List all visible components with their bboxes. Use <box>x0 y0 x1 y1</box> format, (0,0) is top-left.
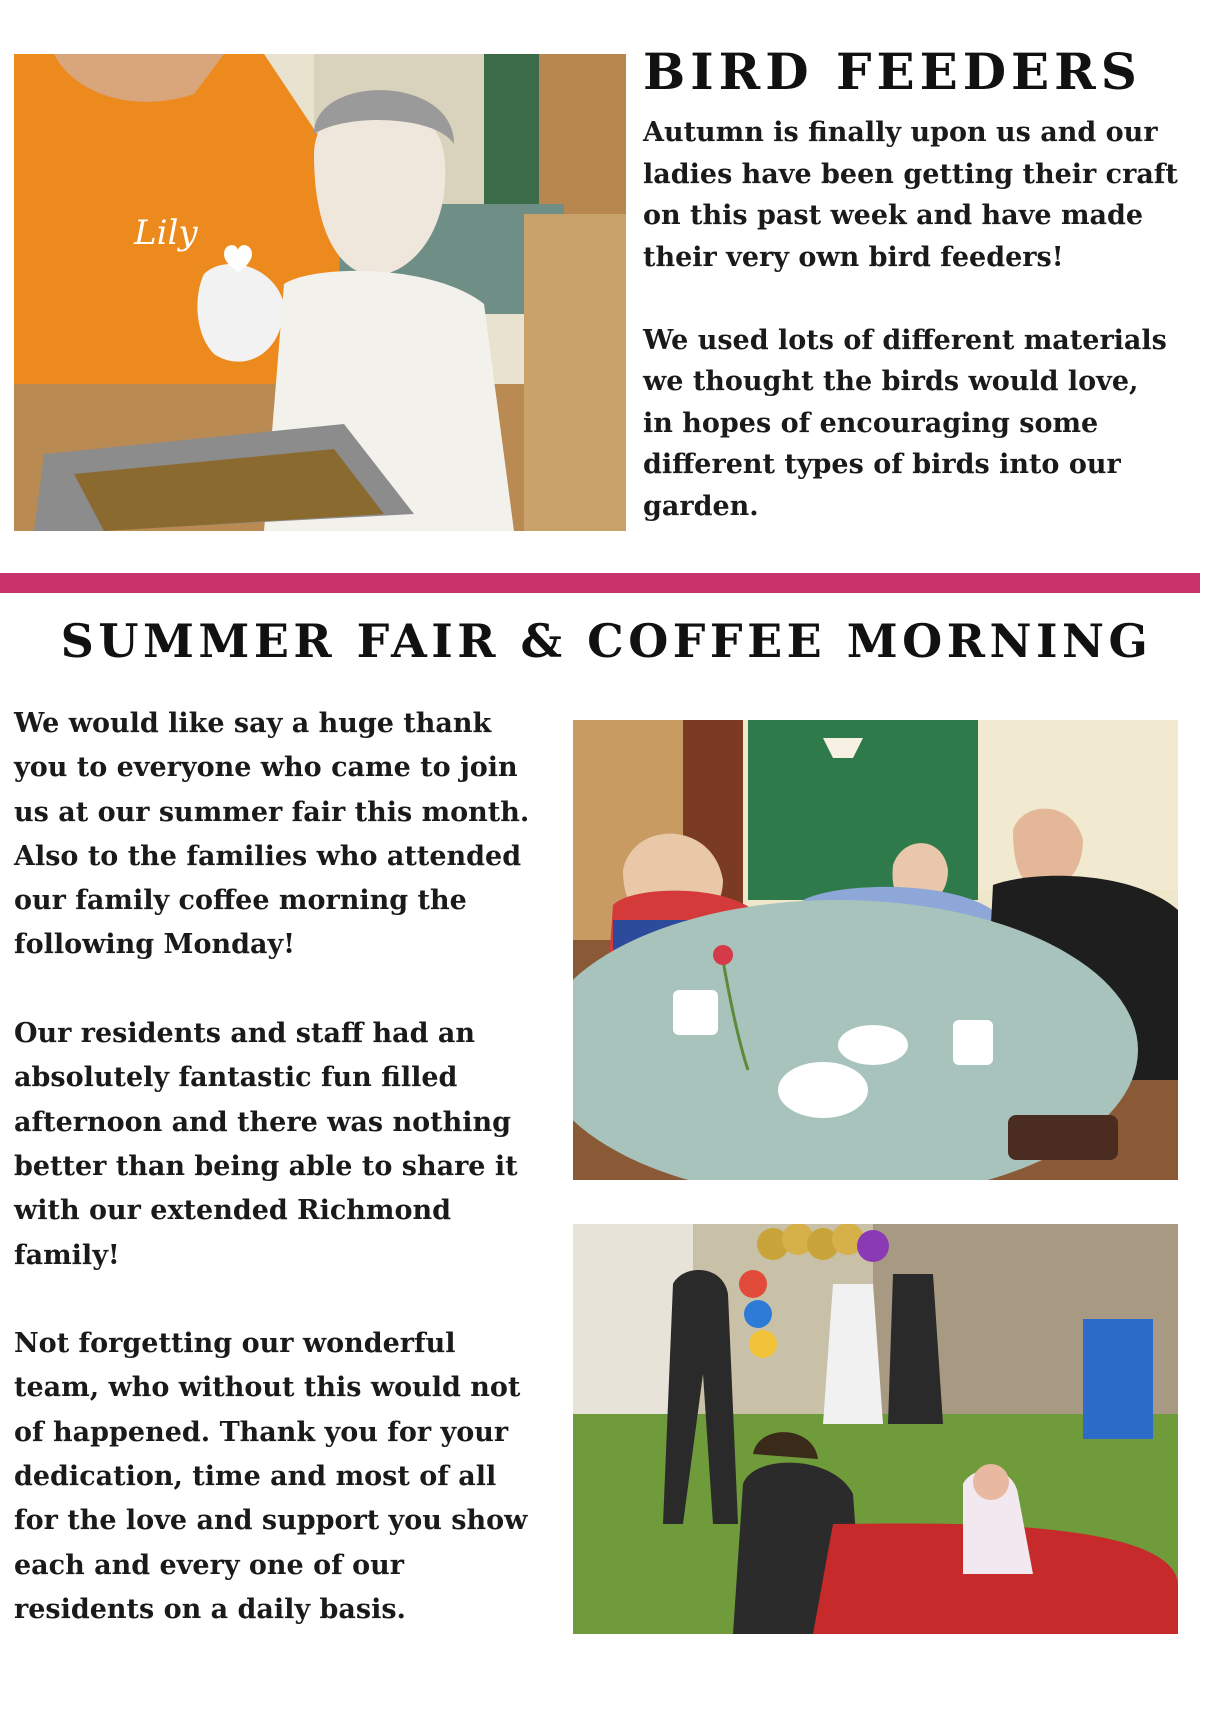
text-line: We would like say a huge thank <box>14 708 492 739</box>
text-line: afternoon and there was nothing <box>14 1106 511 1138</box>
text-line: of happened. Thank you for your <box>14 1416 509 1448</box>
text-line: us at our summer fair this month. <box>14 796 530 828</box>
summer-fair-paragraph-3 <box>14 1322 529 1632</box>
coffee-morning-photo <box>573 720 1178 1180</box>
text-line: with our extended Richmond <box>14 1195 452 1227</box>
summer-fair-heading: SUMMER FAIR & COFFEE MORNING <box>60 614 1153 668</box>
text-line: We used lots of different materials <box>643 324 1167 356</box>
text-line: ladies have been getting their craft <box>643 158 1178 190</box>
bird-feeders-photo-graphic <box>14 54 626 531</box>
bird-feeders-photo <box>14 54 626 531</box>
bird-feeders-body <box>643 112 1178 527</box>
text-line: dedication, time and most of all <box>14 1461 497 1493</box>
bird-feeders-heading: BIRD FEEDERS <box>643 42 1142 101</box>
text-line: different types of birds into our <box>643 449 1121 480</box>
text-line: absolutely fantastic fun filled <box>14 1062 458 1094</box>
section-divider <box>0 573 1200 593</box>
text-line: on this past week and have made <box>643 200 1144 231</box>
text-line: each and every one of our <box>14 1549 405 1581</box>
text-line: you to everyone who came to join <box>14 752 518 784</box>
coffee-morning-photo-graphic <box>573 720 1178 1180</box>
text-line: Autumn is finally upon us and our <box>643 117 1158 148</box>
text-line: in hopes of encouraging some <box>643 407 1099 439</box>
text-line: Also to the families who attended <box>14 840 522 872</box>
text-line: team, who without this would not <box>14 1372 521 1404</box>
text-line: Our residents and staff had an <box>14 1018 476 1050</box>
text-line: our family coffee morning the <box>14 885 467 917</box>
text-line: garden. <box>643 490 759 522</box>
bird-feeders-paragraph-2 <box>643 320 1178 528</box>
text-line: we thought the birds would love, <box>643 366 1139 397</box>
summer-fair-paragraph-2 <box>14 1012 529 1278</box>
text-line: their very own bird feeders! <box>643 241 1064 273</box>
summer-fair-paragraph-1 <box>14 702 529 968</box>
summer-fair-body <box>14 702 529 1632</box>
summer-fair-garden-photo <box>573 1224 1178 1634</box>
text-line: for the love and support you show <box>14 1505 528 1537</box>
text-line: residents on a daily basis. <box>14 1593 406 1625</box>
summer-fair-garden-photo-graphic <box>573 1224 1178 1634</box>
hoodie-text: Lily <box>134 213 198 253</box>
text-line: family! <box>14 1239 120 1271</box>
bird-feeders-paragraph-1 <box>643 112 1178 278</box>
text-line: better than being able to share it <box>14 1150 518 1182</box>
text-line: Not forgetting our wonderful <box>14 1328 456 1360</box>
text-line: following Monday! <box>14 929 295 961</box>
